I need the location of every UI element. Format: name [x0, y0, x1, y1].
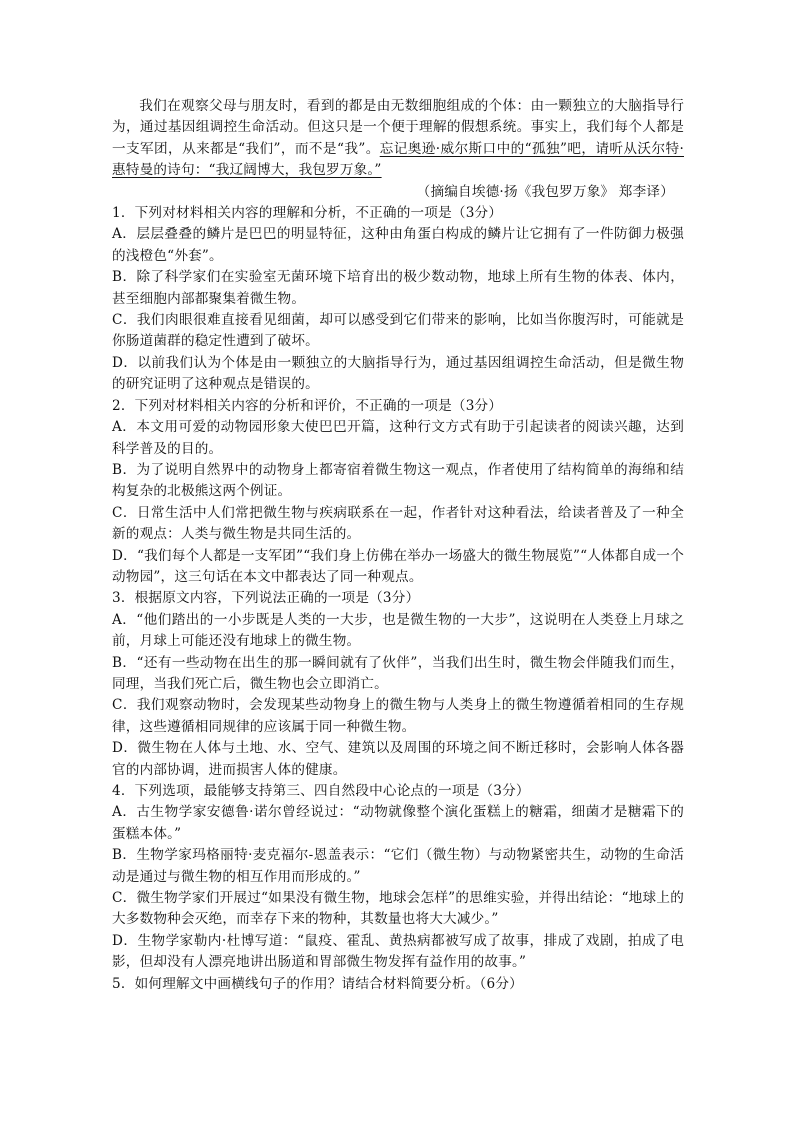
question-stem: 5．如何理解文中画横线句子的作用？请结合材料简要分析。（6分）	[112, 975, 523, 992]
option-c: C．日常生活中人们常把微生物与疾病联系在一起，作者针对这种看法，给读者普及了一种全新的观点：人类与微生物是共同生活的。	[112, 504, 684, 543]
source-citation: （摘编自埃德·扬《我包罗万象》 郑李译）	[416, 183, 674, 200]
option-c: C．微生物学家们开展过“如果没有微生物，地球会怎样”的思维实验，并得出结论：“地球上的大多数物种会灭绝，而幸存下来的物种，其数量也将大大减少。”	[112, 890, 684, 928]
option-d: D．生物学家勒内·杜博写道：“鼠疫、霍乱、黄热病都被写成了故事，排成了戏剧，拍成了电影，但却没有人漂亮地讲出肠道和胃部微生物发挥有益作用的故事。”	[112, 932, 684, 971]
question-3	[112, 588, 684, 781]
option-d: D．以前我们认为个体是由一颗独立的大脑指导行为，通过基因组调控生命活动，但是微生物的研究证明了这种观点是错误的。	[112, 354, 684, 393]
question-5	[112, 974, 684, 995]
question-2	[112, 396, 684, 589]
question-4	[112, 781, 684, 974]
option-a: A．层层叠叠的鳞片是巴巴的明显特征，这种由角蛋白构成的鳞片让它拥有了一件防御力极强的浅橙色“外套”。	[112, 226, 684, 264]
passage-text: 我们在观察父母与朋友时，看到的都是由无数细胞组成的个体：由一颗独立的大脑指导行为，通过基因组调控生命活动。但这只是一个便于理解的假想系统。事实上，我们每个人都是一支军团，从来都是“我们”，而不是“我”。	[112, 98, 684, 157]
option-c: C．我们肉眼很难直接看见细菌，却可以感受到它们带来的影响，比如当你腹泻时，可能就是你肠道菌群的稳定性遭到了破坏。	[112, 312, 684, 350]
option-c: C．我们观察动物时，会发现某些动物身上的微生物与人类身上的微生物遵循着相同的生存规律，这些遵循相同规律的应该属于同一种微生物。	[112, 697, 684, 735]
option-b: B．除了科学家们在实验室无菌环境下培育出的极少数动物，地球上所有生物的体表、体内，甚至细胞内部都聚集着微生物。	[112, 269, 684, 307]
question-1	[112, 203, 684, 396]
underlined-sentence: 忘记奥逊·威尔斯口中的“孤独”吧，请听从沃尔特·惠特曼的诗句：“我辽阔博大，我包罗万象。”	[112, 140, 684, 179]
option-b: B．“还有一些动物在出生的那一瞬间就有了伙伴”，当我们出生时，微生物会伴随我们而生，同理，当我们死亡后，微生物也会立即消亡。	[112, 654, 684, 692]
option-a: A．本文用可爱的动物园形象大使巴巴开篇，这种行文方式有助于引起读者的阅读兴趣，达到科学普及的目的。	[112, 419, 684, 457]
option-d: D．微生物在人体与土地、水、空气、建筑以及周围的环境之间不断迁移时，会影响人体各器官的内部协调，进而损害人体的健康。	[112, 740, 684, 778]
question-stem: 1．下列对材料相关内容的理解和分析，不正确的一项是（3分）	[112, 205, 503, 222]
passage-paragraph	[112, 96, 684, 182]
option-d: D．“我们每个人都是一支军团”“我们身上仿佛在举办一场盛大的微生物展览”“人体都自成一个动物园”，这三句话在本文中都表达了同一种观点。	[112, 547, 684, 585]
option-a: A．“他们踏出的一小步既是人类的一大步，也是微生物的一大步”，这说明在人类登上月球之前，月球上可能还没有地球上的微生物。	[112, 611, 684, 650]
option-a: A．古生物学家安德鲁·诺尔曾经说过：“动物就像整个演化蛋糕上的糖霜，细菌才是糖霜下的蛋糕本体。”	[112, 804, 684, 842]
option-b: B．生物学家玛格丽特·麦克福尔-恩盖表示：“它们（微生物）与动物紧密共生，动物的生命活动是通过与微生物的相互作用而形成的。”	[112, 847, 684, 885]
document-body	[112, 96, 684, 995]
option-b: B．为了说明自然界中的动物身上都寄宿着微生物这一观点，作者使用了结构简单的海绵和结构复杂的北极熊这两个例证。	[112, 461, 684, 500]
question-stem: 3．根据原文内容，下列说法正确的一项是（3分）	[112, 590, 420, 607]
question-stem: 2．下列对材料相关内容的分析和评价，不正确的一项是（3分）	[112, 397, 503, 414]
question-stem: 4．下列选项，最能够支持第三、四自然段中心论点的一项是（3分）	[112, 783, 530, 799]
